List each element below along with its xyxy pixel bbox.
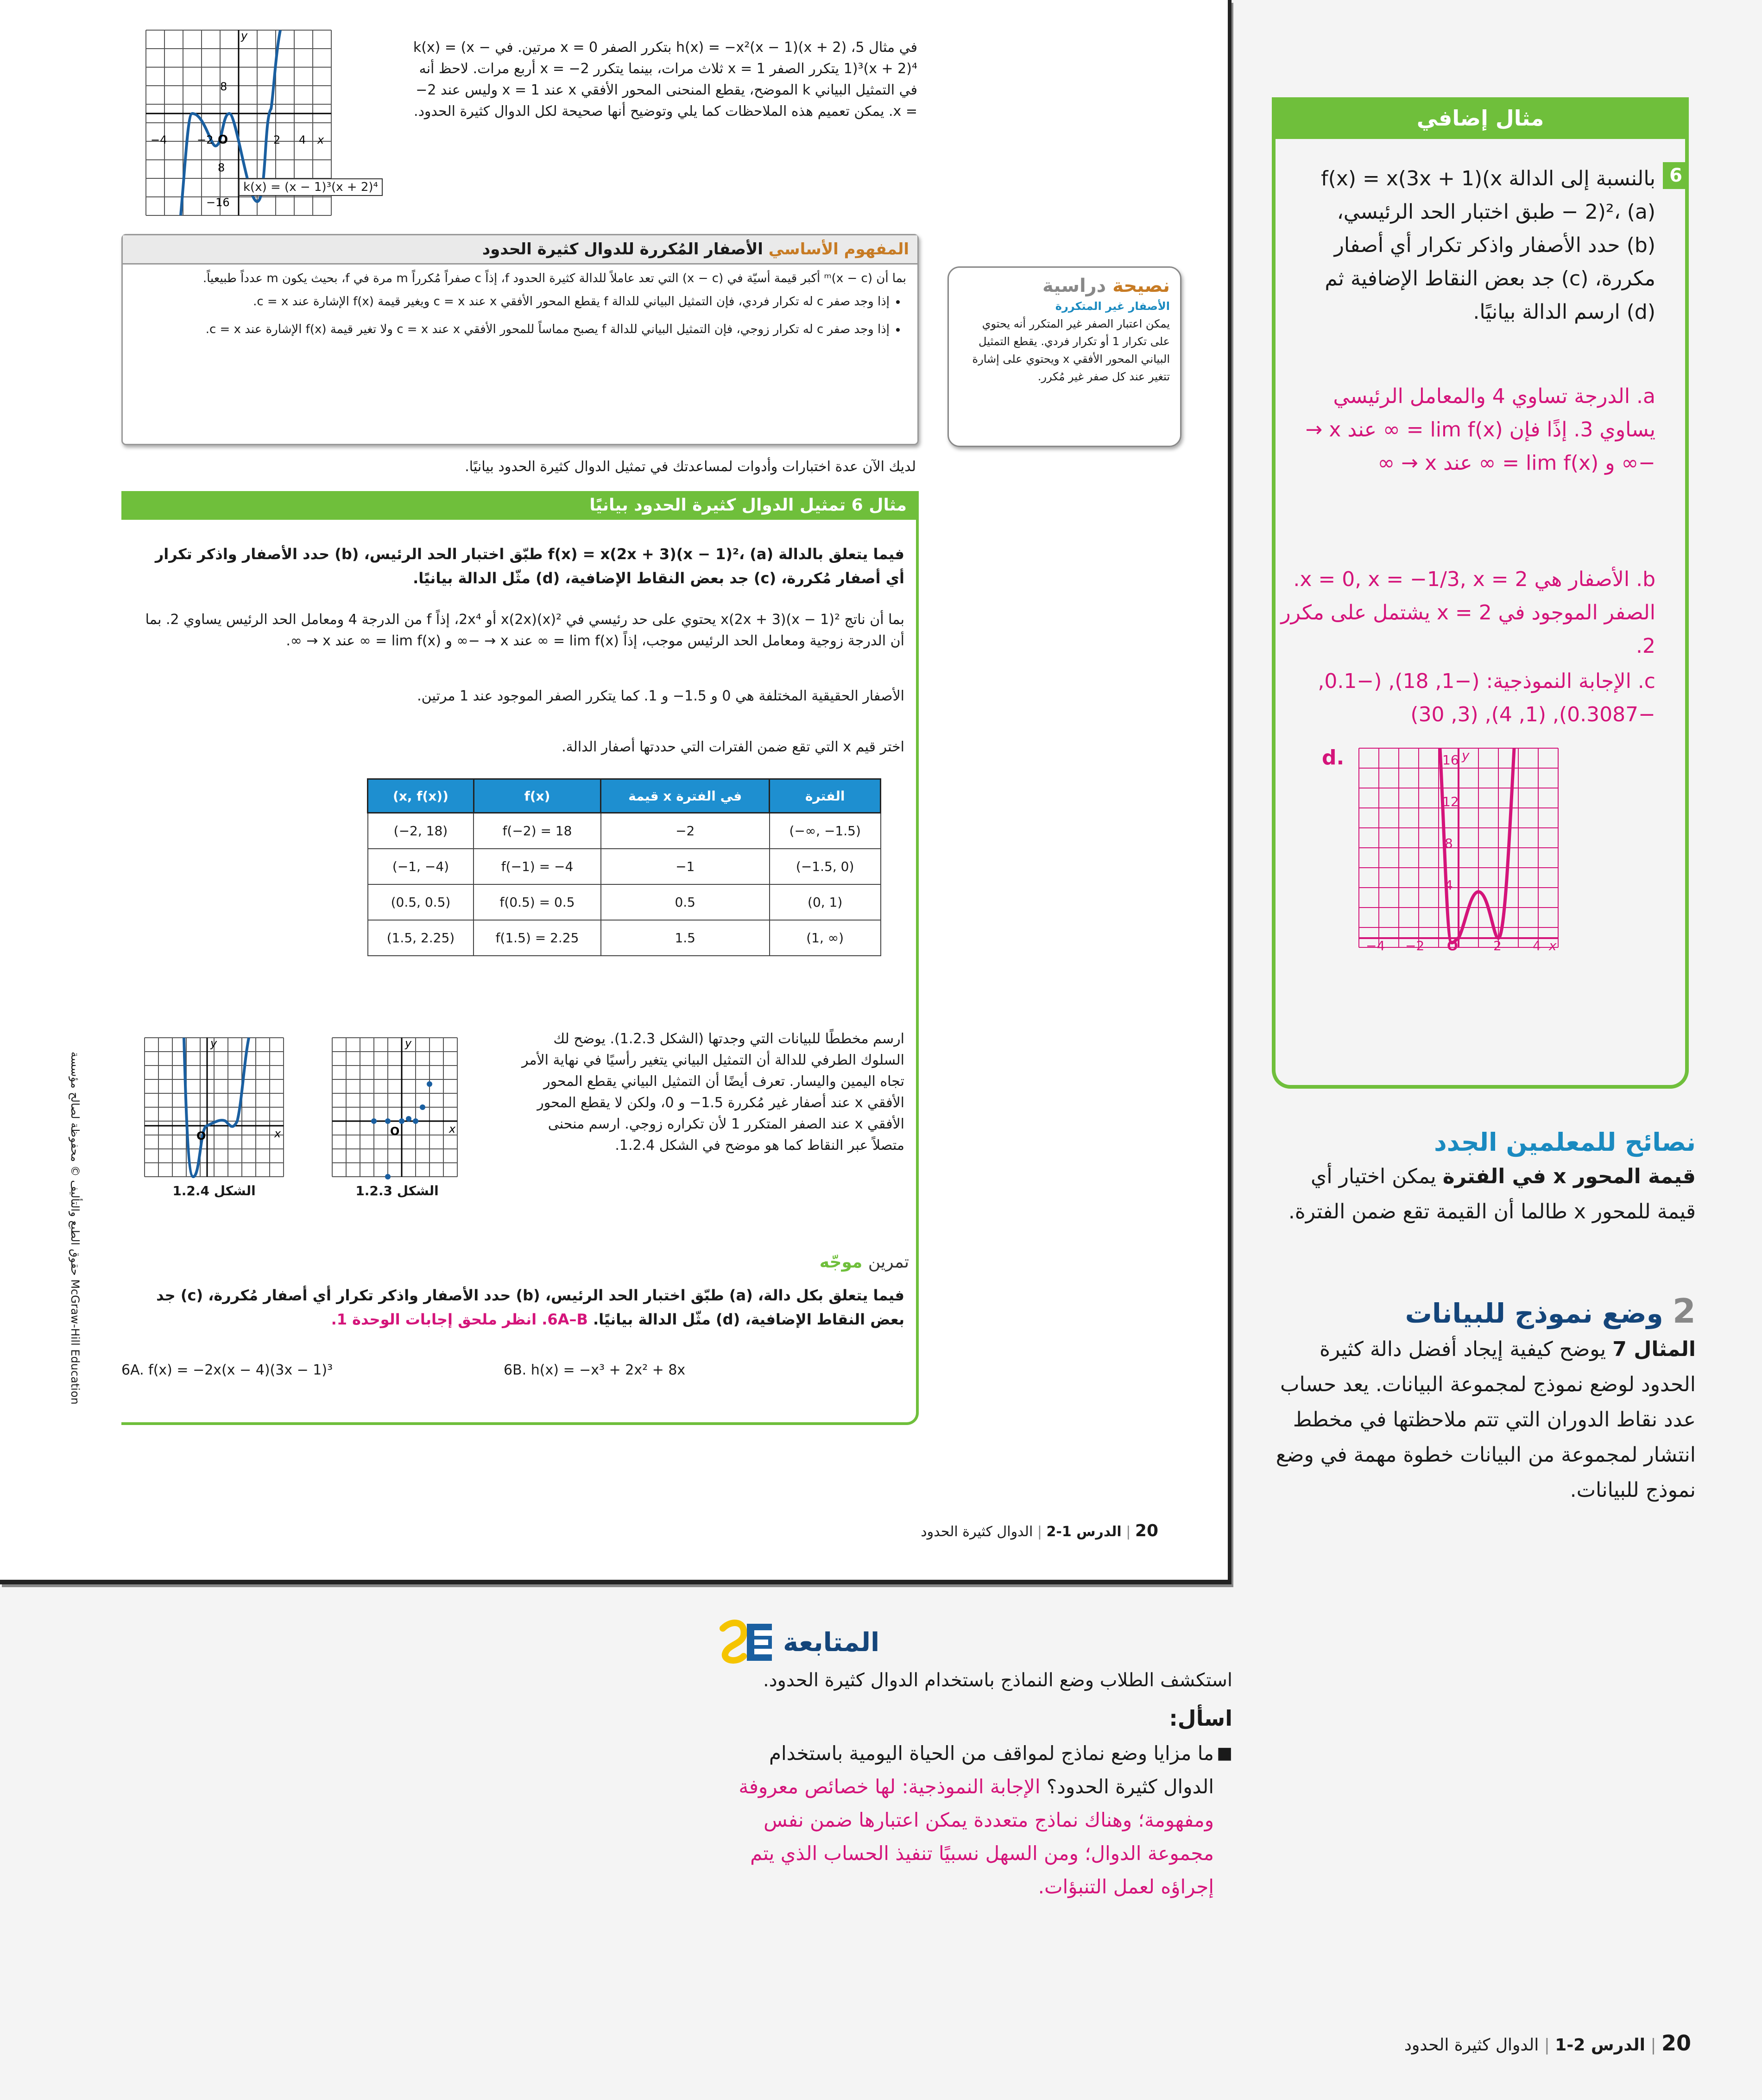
cell: (1.5, 2.25) [368, 920, 474, 956]
cell: f(1.5) = 2.25 [474, 920, 600, 956]
svg-text:8: 8 [1445, 836, 1453, 851]
figure-1-2-4 [140, 1033, 288, 1205]
svg-text:−4: −4 [1366, 938, 1385, 952]
copyright-text: McGraw-Hill Education حقوق الطبع والتأليف © محفوظة لصالح مؤسسة [69, 1052, 82, 1405]
key-concept-bullets [123, 292, 917, 339]
page-number: 20 [1135, 1521, 1158, 1540]
cell: f(0.5) = 0.5 [474, 884, 600, 920]
cell: −2 [601, 813, 770, 849]
study-tip [947, 266, 1181, 447]
svg-text:4: 4 [1533, 938, 1541, 952]
cell: f(−2) = 18 [474, 813, 600, 849]
svg-text:−16: −16 [206, 196, 230, 209]
svg-text:x: x [274, 1127, 281, 1140]
page-footer-outer: 20 | الدرس 2-1 | الدوال كثيرة الحدود [1404, 2031, 1691, 2056]
cell: (0.5, 0.5) [368, 884, 474, 920]
col-x-value: قيمة x في الفترة [601, 779, 770, 813]
modeling-bold: المثال 7 [1612, 1337, 1696, 1361]
study-tip-title-b: دراسية [1042, 275, 1106, 296]
study-tip-subtitle: الأصفار غير المتكررة [1055, 300, 1170, 313]
col-interval: الفترة [770, 779, 881, 813]
follow-up-answer: الإجابة النموذجية: لها خصائص معروفة ومفهومة؛ وهناك نماذج متعددة يمكن اعتبارها ضمن نفس مجموعة الدوال؛ ومن السهل نسبيًا تنفيذ الحساب الذي يتم إجراؤه لعمل التنبؤات. [739, 1775, 1214, 1898]
extra-example-box [1272, 97, 1689, 1089]
study-tip-body: يمكن اعتبار الصفر غير المتكرر أنه يحتوي على تكرار 1 أو تكرار فردي. يقطع التمثيل البياني المحور الأفقي x ويحتوي على إشارة تتغير عند كل صفر غير مُكرر. [972, 317, 1170, 383]
example6-part-c: اختر قيم x التي تقع ضمن الفترات التي حددتها أصفار الدالة. [562, 739, 904, 755]
example6-box [121, 491, 919, 1425]
table-row [368, 884, 881, 920]
guided-answer-ref: 6A–B. انظر ملحق إجابات الوحدة 1. [331, 1311, 588, 1328]
key-concept-box [121, 234, 919, 445]
cell: 0.5 [601, 884, 770, 920]
bullet-square-icon: ■ [1216, 1744, 1232, 1763]
lesson-label: الدرس 1-2 [1046, 1524, 1122, 1540]
table-header-row [368, 779, 881, 813]
cell: (−1.5, 0) [770, 849, 881, 884]
extra-answer-c: c. الإجابة النموذجية: (−1, 18), (−0.1, −0.3087), (1, 4), (3, 30) [1318, 669, 1655, 726]
problem-6a: 6A. f(x) = −2x(x − 4)(3x − 1)³ [121, 1362, 333, 1378]
col-fx: f(x) [474, 779, 600, 813]
svg-text:y: y [241, 29, 248, 42]
new-teachers-title: نصائح للمعلمين الجدد [1434, 1128, 1696, 1157]
svg-text:x: x [1549, 938, 1557, 952]
svg-text:8: 8 [218, 161, 225, 174]
cell: −1 [601, 849, 770, 884]
extra-answer-b: b. الأصفار هي x = 0, x = −1/3, x = 2. الصفر الموجود في x = 2 يشتمل على مكرر 2. [1281, 568, 1655, 658]
extra-answer-a: a. الدرجة تساوي 4 والمعامل الرئيسي يساوي 3. إذًا فإن lim f(x) = ∞ عند x → −∞ و lim f(x) = ∞ عند x → ∞ [1305, 385, 1655, 475]
follow-up-question: ما مزايا وضع نماذج لمواقف من الحياة اليومية باستخدام الدوال كثيرة الحدود؟ [769, 1742, 1214, 1798]
key-concept-bullet-odd: • إذا وجد صفر c له تكرار فردي، فإن التمثيل البياني للدالة f يقطع المحور الأفقي x عند c = x ويغير قيمة f(x) الإشارة عند c = x. [134, 292, 890, 311]
key-concept-title: الأصفار المُكررة للدوال كثيرة الحدود [482, 240, 763, 259]
extra-example-prompt: بالنسبة إلى الدالة f(x) = x(3x + 1)(x − 2)²، (a) طبق اختبار الحد الرئيسي، (b) حدد الأصفار واذكر تكرار أي أصفار مكررة، (c) جد بعض النقاط الإضافية ثم (d) ارسم الدالة بيانيًا. [1321, 167, 1655, 324]
svg-text:4: 4 [299, 133, 306, 146]
new-teachers-body: يمكن اختيار أي قيمة للمحور x طالما أن القيمة تقع ضمن الفترة. [1288, 1165, 1696, 1223]
follow-up-qa [718, 1737, 1232, 1904]
svg-text:x: x [449, 1123, 456, 1135]
svg-text:8: 8 [220, 80, 227, 93]
svg-text:4: 4 [1445, 877, 1453, 893]
col-pair: (x, f(x)) [368, 779, 474, 813]
guided-prompt: فيما يتعلق بكل دالة، (a) طبّق اختبار الحد الرئيس، (b) حدد الأصفار واذكر تكرار أي أصفار مُكررة، (c) جد بعض النقاط الإضافية، (d) مثّل الدالة بيانيًا. [156, 1286, 904, 1328]
cell: 1.5 [601, 920, 770, 956]
key-concept-tag: المفهوم الأساسي [768, 240, 909, 259]
outer-page-number: 20 [1661, 2031, 1691, 2056]
svg-text:2: 2 [1493, 938, 1502, 952]
example6-part-a: بما أن ناتج x(2x + 3)(x − 1)² يحتوي على حد رئيسي في x(2x)(x)² أو 2x⁴، إذاً f من الدرجة 4 ومعامل الحد الرئيس يساوي 2. بما أن الدرجة زوجية ومعامل الحد الرئيس موجب، إذاً lim f(x) = ∞ عند x → −∞ و lim f(x) = ∞ عند x → ∞. [145, 612, 904, 649]
cell: (−2, 18) [368, 813, 474, 849]
new-teachers-tips [1269, 1126, 1696, 1230]
new-teachers-bold: قيمة المحور x في الفترة [1442, 1165, 1696, 1188]
key-concept-header [123, 235, 917, 265]
table-row [368, 920, 881, 956]
outer-lesson-label: الدرس 2-1 [1555, 2036, 1645, 2055]
figure-1-2-3 [328, 1033, 467, 1205]
study-tip-title [959, 274, 1170, 297]
guided-title-a: تمرين [868, 1253, 909, 1272]
modeling-body: يوضح كيفية إيجاد أفضل دالة كثيرة الحدود لوضع نموذج لمجموعة البيانات. يعد حساب عدد نقاط الدوران التي تتم ملاحظتها في مخطط انتشار لمجموعة من البيانات خطوة مهمة في وضع نموذج للبيانات. [1276, 1337, 1696, 1502]
cell: (−1, −4) [368, 849, 474, 884]
extra-graph [1354, 744, 1563, 952]
follow-up-title: المتابعة [783, 1627, 880, 1658]
figure-1-2-4-caption: الشكل 1.2.4 [172, 1183, 256, 1198]
extra-example-header: مثال إضافي [1272, 97, 1689, 139]
modeling-number: 2 [1672, 1292, 1696, 1331]
cell: (1, ∞) [770, 920, 881, 956]
tools-line: لديك الآن عدة اختبارات وأدوات لمساعدتك في تمثيل الدوال كثيرة الحدود بيانيًا. [465, 459, 916, 475]
example6-prompt: فيما يتعلق بالدالة f(x) = x(2x + 3)(x − 1)²، (a) طبّق اختبار الحد الرئيس، (b) حدد الأصفار واذكر تكرار أي أصفار مُكررة، (c) جد بعض النقاط الإضافية، (d) مثّل الدالة بيانيًا. [155, 545, 904, 587]
svg-text:2: 2 [273, 133, 281, 146]
table-row [368, 813, 881, 849]
follow-up-intro: استكشف الطلاب وضع النماذج باستخدام الدوال كثيرة الحدود. [763, 1670, 1232, 1691]
modeling-body-wrap [1269, 1332, 1696, 1508]
values-table [367, 778, 881, 956]
guided-practice-title [140, 1251, 909, 1274]
svg-text:y: y [405, 1037, 412, 1050]
intro-paragraph: في مثال 5، h(x) = −x²(x − 1)(x + 2) بتكرر الصفر 0 = x مرتين. في k(x) = (x − 1)³(x + 2)⁴ يتكرر الصفر 1 = x ثلاث مرات، بينما يتكرر 2− = x أربع مرات. لاحظ أنه في التمثيل البياني k الموضح، يقطع المنحنى المحور الأفقي x عند 1 = x وليس عند 2− = x. يمكن تعميم هذه الملاحظات كما يلي وتوضيح أنها صحيحة لكل الدوال كثيرة الحدود. [413, 39, 917, 120]
se-logo-icon [718, 1619, 774, 1665]
k-graph-label: k(x) = (x − 1)³(x + 2)⁴ [239, 178, 383, 196]
svg-text:O: O [218, 133, 228, 147]
svg-text:x: x [317, 133, 324, 146]
study-tip-title-a: نصيحة [1112, 275, 1170, 296]
svg-text:−4: −4 [151, 133, 167, 146]
svg-text:−2: −2 [1405, 938, 1425, 952]
example6-label: مثال 6 [851, 496, 907, 515]
key-concept-bullet-even: • إذا وجد صفر c له تكرار زوجي، فإن التمثيل البياني للدالة f يصبح مماساً للمحور الأفقي x عند c = x ولا تغير قيمة f(x) الإشارة عند c = x. [134, 320, 890, 339]
modeling-title: وضع نموذج للبيانات [1405, 1298, 1663, 1329]
svg-text:O: O [1447, 938, 1458, 952]
svg-text:y: y [1462, 748, 1470, 763]
cell: f(−1) = −4 [474, 849, 600, 884]
problem-6b: 6B. h(x) = −x³ + 2x² + 8x [504, 1362, 686, 1378]
guided-practice [140, 1283, 904, 1331]
table-row [368, 849, 881, 884]
example6-title: تمثيل الدوال كثيرة الحدود بيانيًا [589, 496, 846, 515]
example6-header [121, 491, 916, 520]
guided-title-b: موجّه [819, 1253, 863, 1272]
modeling-section [1269, 1293, 1696, 1508]
example6-part-d: ارسم مخططًا للبيانات التي وجدتها (الشكل 1.2.3). يوضح لك السلوك الطرفي للدالة أن التمثيل البياني يتغير رأسيًا في نهاية الأمر تجاه اليمين واليسار. تعرف أيضًا أن التمثيل البياني يقطع المحور الأفقي x عند أصفار غير مُكررة 1.5− و 0، ولكن لا يقطع المحور الأفقي x عند الصفر المتكرر 1 لأن تكراره زوجي. ارسم منحنى متصلاً عبر النقاط كما هو موضح في الشكل 1.2.4. [521, 1031, 904, 1154]
extra-answer-d: d. [1322, 746, 1345, 769]
svg-text:−2: −2 [197, 133, 214, 146]
figure-1-2-3-caption: الشكل 1.2.3 [355, 1183, 439, 1198]
svg-text:O: O [196, 1129, 206, 1142]
modeling-title-wrap [1269, 1293, 1696, 1332]
svg-text:O: O [390, 1125, 400, 1138]
example6-part-b: الأصفار الحقيقية المختلفة هي 0 و 1.5− و 1. كما يتكرر الصفر الموجود عند 1 مرتين. [417, 688, 904, 704]
key-concept-body: بما أن (x − c)ᵐ أكبر قيمة أسيّة في (x − c) التي تعد عاملاً للدالة كثيرة الحدود f، إذاً c صفراً مُكرراً m مرة في f، بحيث يكون m عدداً طبيعياً. [202, 271, 906, 285]
k-graph [141, 25, 378, 220]
follow-up-header [718, 1619, 1232, 1665]
follow-up [718, 1619, 1232, 1904]
extra-example-number: 6 [1663, 162, 1689, 189]
cell: (0, 1) [770, 884, 881, 920]
copyright-vertical [65, 1052, 83, 1469]
cell: (−∞, −1.5) [770, 813, 881, 849]
svg-text:16: 16 [1442, 752, 1459, 768]
topic-label: الدوال كثيرة الحدود [921, 1524, 1033, 1540]
page-footer-inner: 20 | الدرس 1-2 | الدوال كثيرة الحدود [921, 1521, 1158, 1540]
svg-text:12: 12 [1442, 794, 1459, 809]
follow-up-ask: اسأل: [1169, 1706, 1232, 1731]
outer-topic-label: الدوال كثيرة الحدود [1404, 2036, 1539, 2055]
new-teachers-body-wrap [1269, 1159, 1696, 1230]
svg-text:y: y [210, 1037, 217, 1050]
